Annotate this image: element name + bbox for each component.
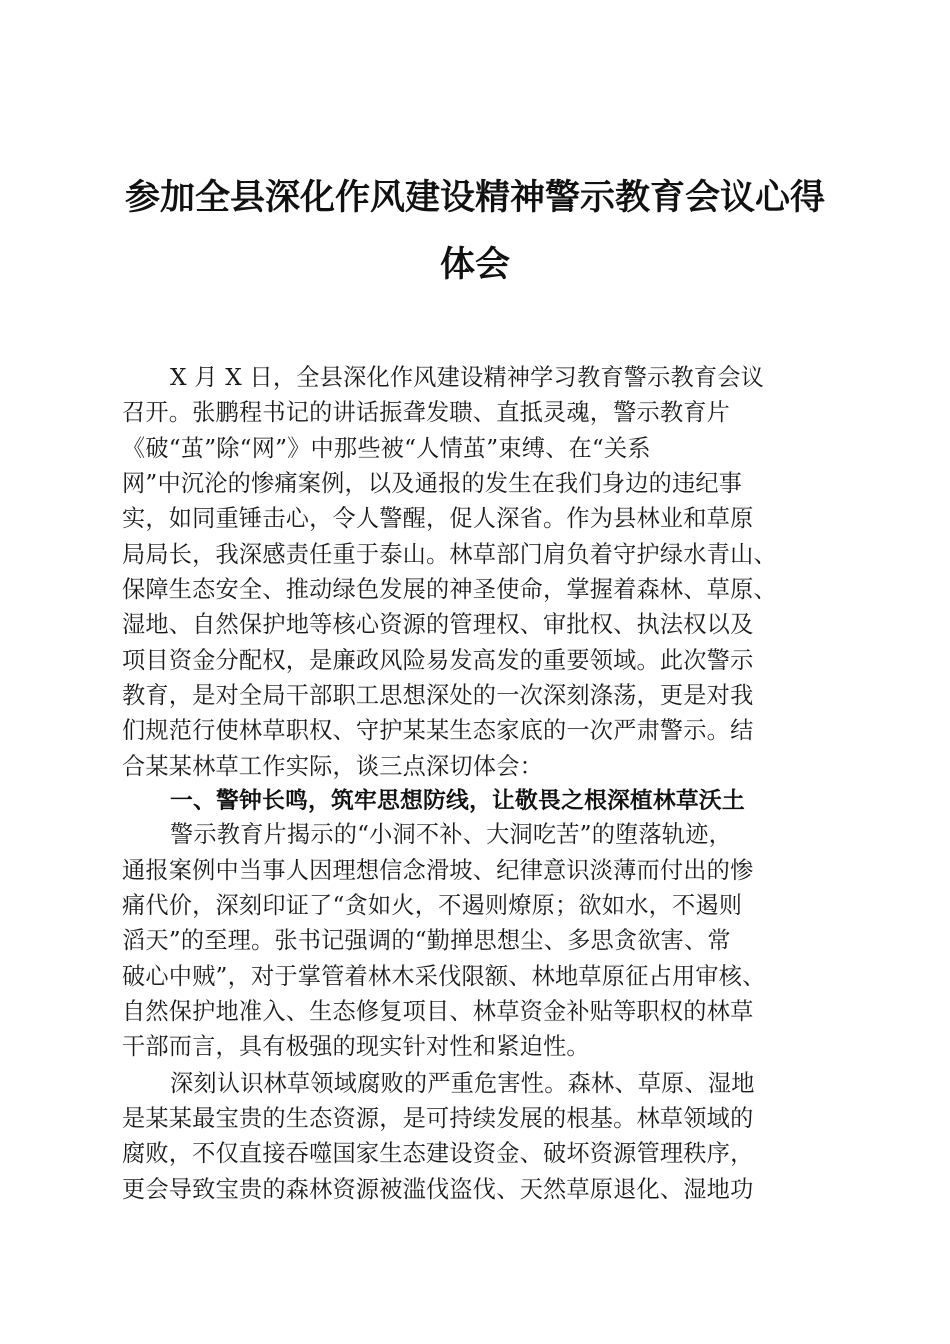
document-title-line-2: 体会 [439, 244, 510, 285]
section1-p1-line: 自然保护地准入、生态修复项目、林草资金补贴等职权的林草 [122, 998, 754, 1025]
intro-line: 湿地、自然保护地等核心资源的管理权、审批权、执法权以及 [122, 611, 754, 638]
section1-p2-line: 腐败，不仅直接吞噬国家生态建设资金、破坏资源管理秩序， [122, 1140, 754, 1167]
section1-p2-line: 深刻认识林草领域腐败的严重危害性。森林、草原、湿地 [170, 1070, 755, 1097]
section1-p2-line: 是某某最宝贵的生态资源，是可持续发展的根基。林草领域的 [122, 1105, 754, 1132]
intro-line: 召开。张鹏程书记的讲话振聋发聩、直抵灵魂，警示教育片 [122, 399, 731, 426]
intro-line: 项目资金分配权，是廉政风险易发高发的重要领域。此次警示 [122, 647, 754, 674]
document-title-line-1: 参加全县深化作风建设精神警示教育会议心得 [124, 177, 825, 218]
section1-p1-line: 警示教育片揭示的“小洞不补、大洞吃苦”的堕落轨迹， [170, 821, 733, 848]
intro-line: 局局长，我深感责任重于泰山。林草部门肩负着守护绿水青山、 [122, 541, 777, 568]
section1-p1-line: 通报案例中当事人因理想信念滑坡、纪律意识淡薄而付出的惨 [122, 857, 754, 884]
section1-p1-line: 干部而言，具有极强的现实针对性和紧迫性。 [122, 1033, 590, 1060]
intro-line: 合某某林草工作实际，谈三点深切体会： [122, 753, 543, 780]
intro-line: 《破“茧”除“网”》中那些被“人情茧”束缚、在“关系 [122, 435, 651, 462]
intro-line: X 月 X 日，全县深化作风建设精神学习教育警示教育会议 [170, 364, 765, 391]
intro-line: 保障生态安全、推动绿色发展的神圣使命，掌握着森林、草原、 [122, 576, 777, 603]
section1-p1-line: 痛代价，深刻印证了“贪如火，不遏则燎原；欲如水，不遏则 [122, 892, 743, 919]
section1-p1-line: 破心中贼”，对于掌管着林木采伐限额、林地草原征占用审核、 [122, 963, 766, 990]
section-heading-1: 一、警钟长鸣，筑牢思想防线，让敬畏之根深植林草沃土 [170, 788, 745, 814]
intro-line: 教育，是对全局干部职工思想深处的一次深刻涤荡，更是对我 [122, 682, 754, 709]
document-body [122, 0, 832, 1344]
intro-line: 实，如同重锤击心，令人警醒，促人深省。作为县林业和草原 [122, 505, 754, 532]
section1-p2-line: 更会导致宝贵的森林资源被滥伐盗伐、天然草原退化、湿地功 [122, 1176, 754, 1203]
intro-line: 网”中沉沦的惨痛案例，以及通报的发生在我们身边的违纪事 [122, 470, 743, 497]
section1-p1-line: 滔天”的至理。张书记强调的“勤掸思想尘、多思贪欲害、常 [122, 927, 731, 954]
intro-line: 们规范行使林草职权、守护某某生态家底的一次严肃警示。结 [122, 717, 754, 744]
